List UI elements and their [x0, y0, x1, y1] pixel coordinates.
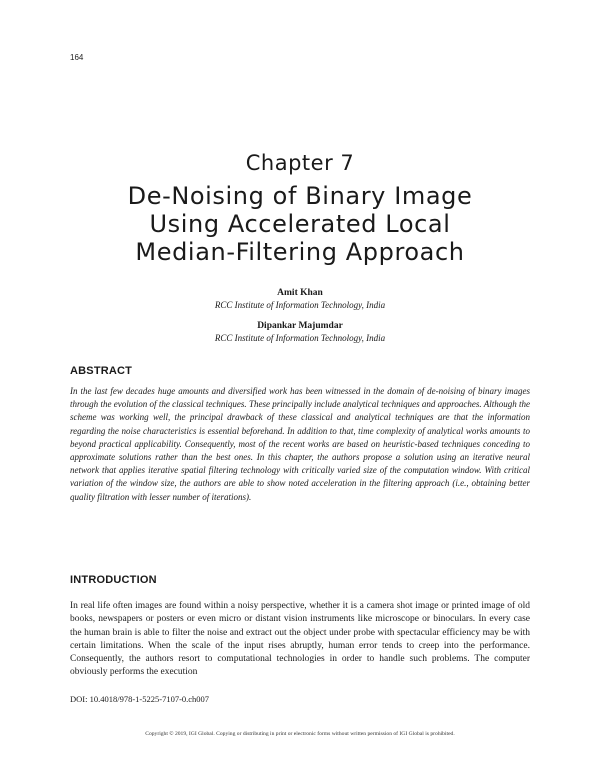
chapter-title-line: Median-Filtering Approach [135, 238, 465, 266]
author-block [0, 320, 600, 344]
page-number: 164 [70, 53, 84, 62]
introduction-text: In real life often images are found within a noisy perspective, whether it is a camera shot image or printed image of old books, newspapers or posters or even micro or distant vision instruments like microscope or binoculars. In every case the human brain is able to filter the noise and extract out the object under probe with spectacular efficiency may be with certain limitations. When the scale of the input rises abruptly, human error tends to creep into the performance. Consequently, the authors resort to computational technologies in order to handle such problems. The computer obviously performs the execution [70, 601, 530, 678]
author-name: Amit Khan [277, 288, 323, 298]
author-affiliation: RCC Institute of Information Technology, India [214, 300, 386, 310]
doi: DOI: 10.4018/978-1-5225-7107-0.ch007 [70, 694, 210, 704]
author-block [0, 287, 600, 311]
chapter-label: Chapter 7 [245, 151, 355, 175]
chapter-title-line: Using Accelerated Local [149, 210, 451, 238]
chapter-title-line: De-Noising of Binary Image [127, 182, 473, 210]
chapter-title [40, 182, 560, 266]
abstract-heading: ABSTRACT [70, 365, 133, 377]
author-name: Dipankar Majumdar [257, 321, 343, 331]
introduction-heading: INTRODUCTION [70, 574, 157, 586]
abstract-text: In the last few decades huge amounts and diversified work has been witnessed in the domain of de-noising of binary images through the evolution of the classical techniques. These principally include analytical techniques and approaches. Although the scheme was working well, the principal drawback of these classical and analytical techniques are that the information regarding the noise characteristics is essential beforehand. In addition to that, time complexity of analytical works amounts to beyond practical applicability. Consequently, most of the recent works are based on heuristic-based techniques conceding to approximate solutions rather than the best ones. In this chapter, the authors propose a solution using an iterative neural network that applies iterative spatial filtering technology with critically varied size of the computation window. With critical variation of the window size, the authors are able to show noted acceleration in the filtering approach (i.e., obtaining better quality filtration with lesser number of iterations). [70, 386, 530, 502]
author-affiliation: RCC Institute of Information Technology, India [214, 333, 386, 343]
copyright-notice: Copyright © 2019, IGI Global. Copying or distributing in print or electronic forms without written permission of IGI Global is prohibited. [145, 731, 455, 737]
